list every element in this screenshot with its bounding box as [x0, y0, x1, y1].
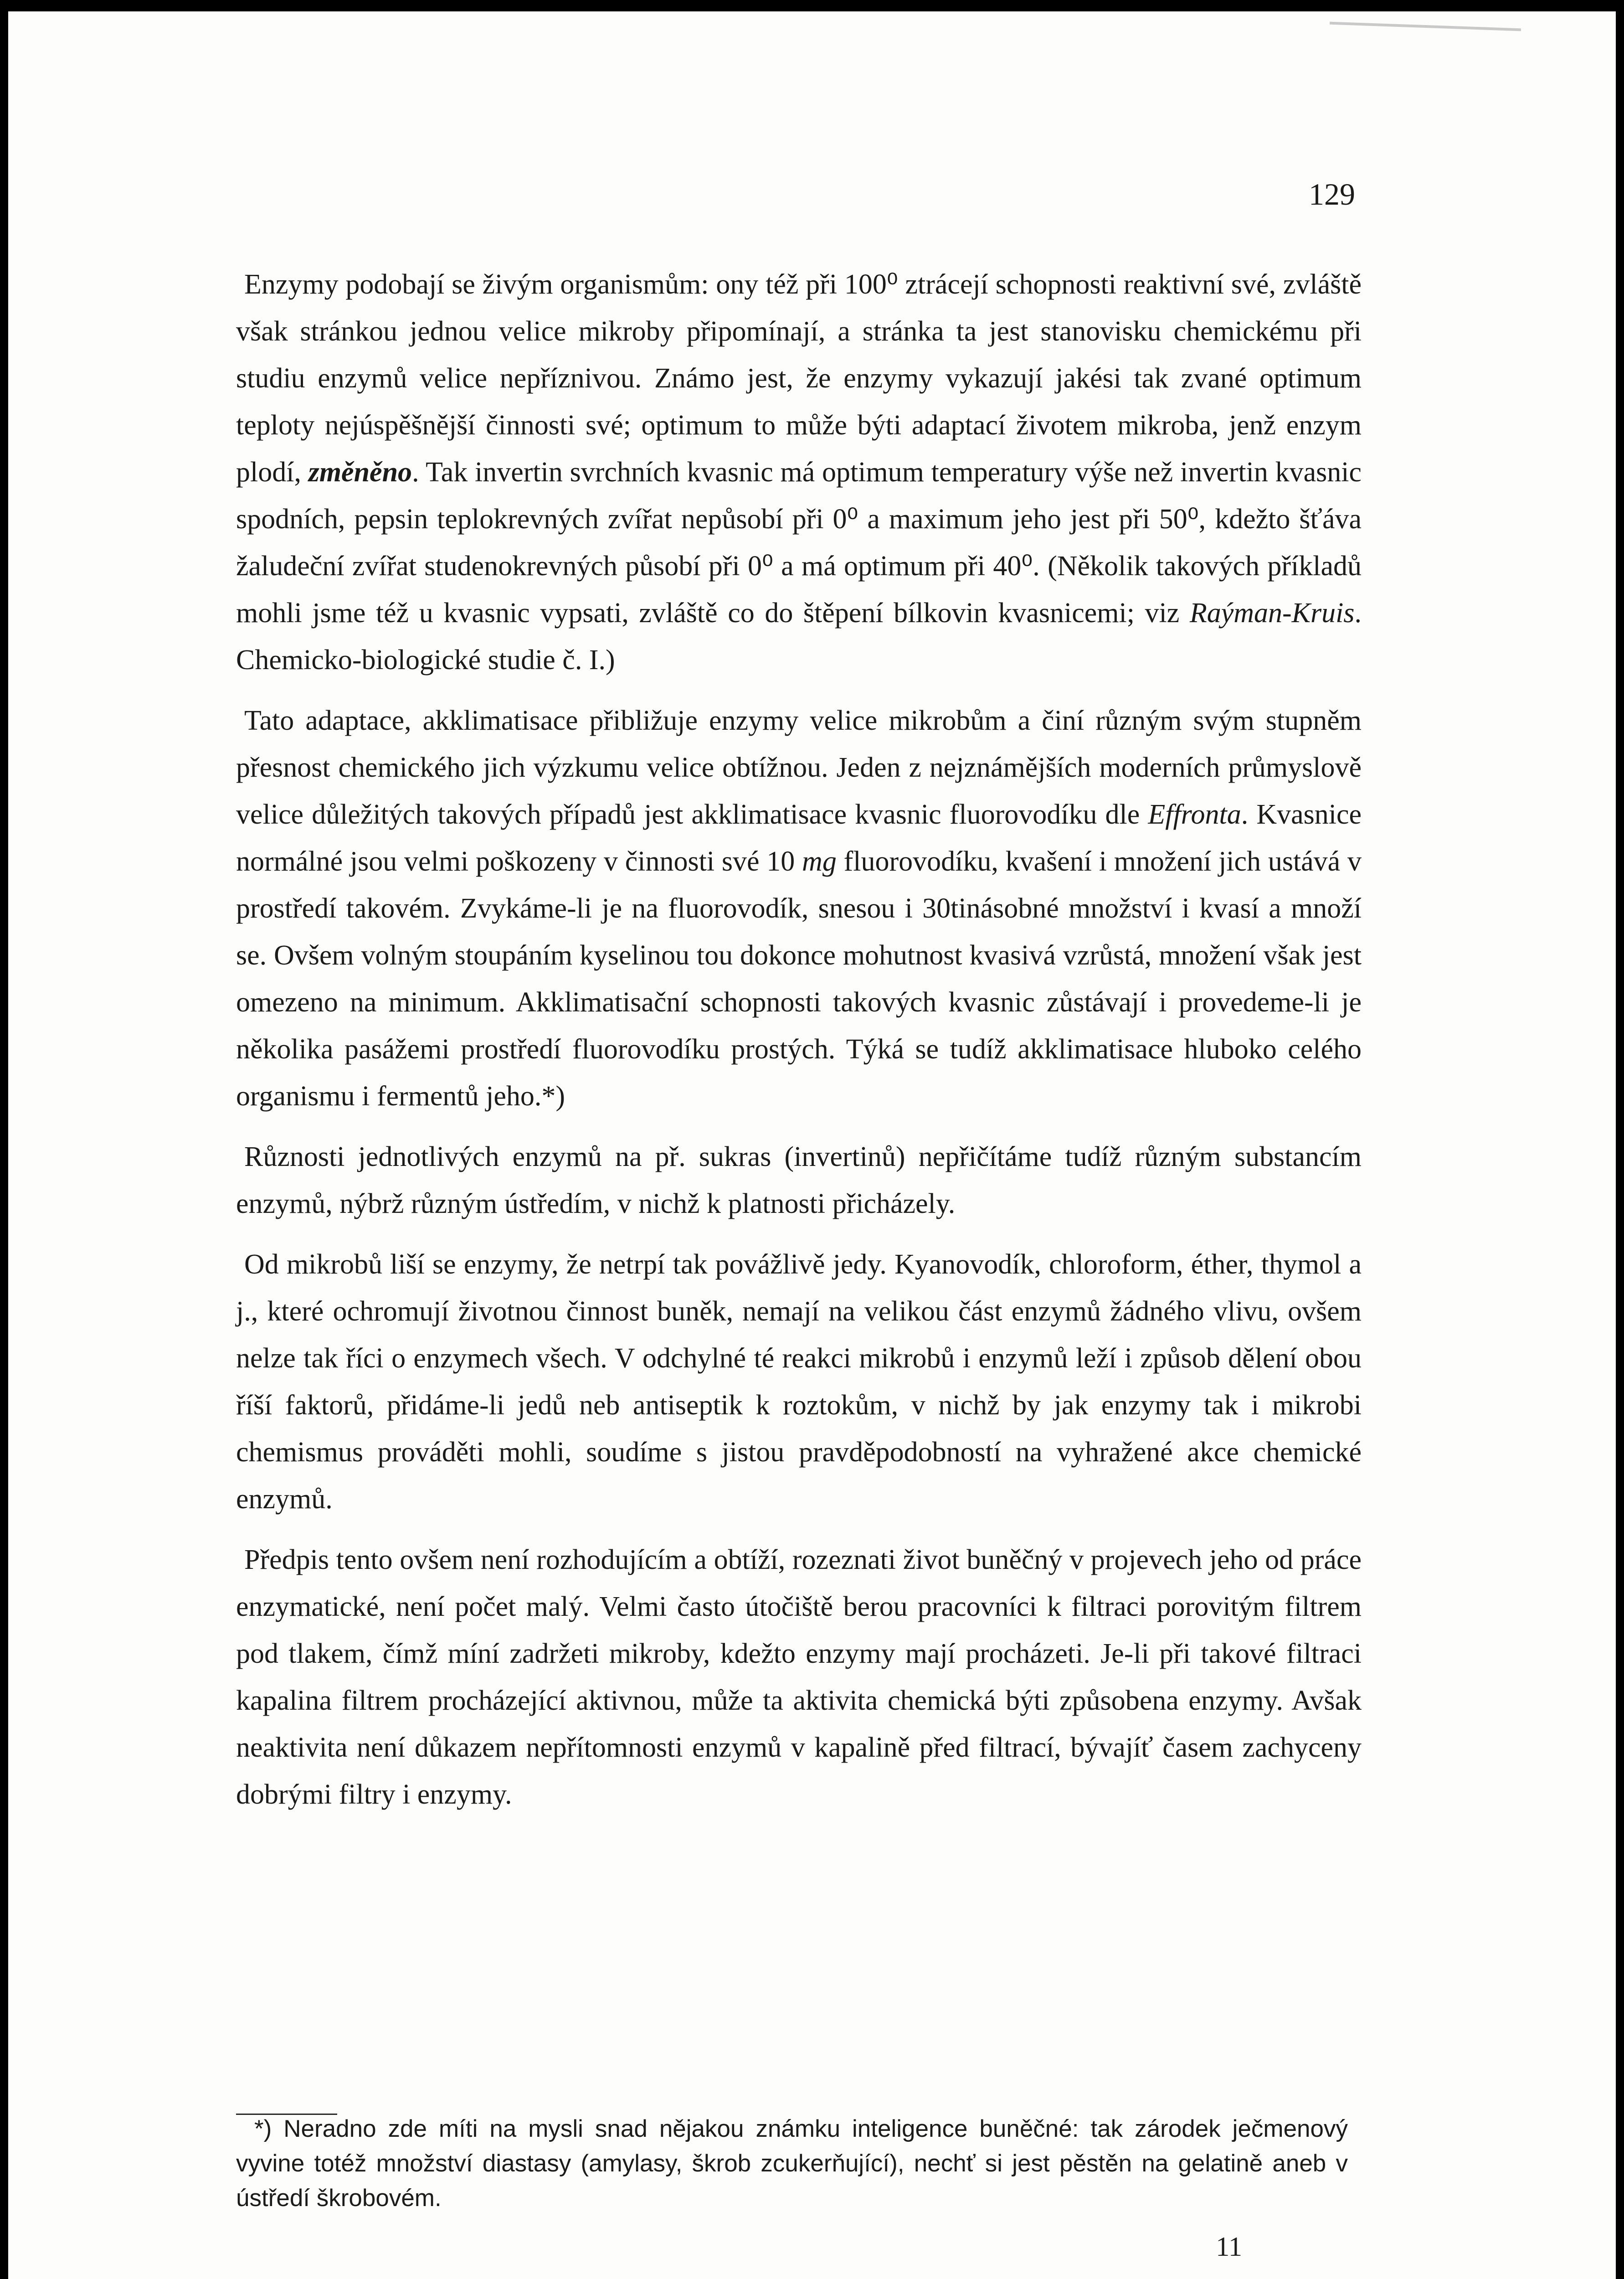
text-segment: . Chemicko-biologické studie č. I.)	[236, 598, 1362, 675]
text-segment: Enzymy podobají se živým organismům: ony též při 100⁰ ztrácejí schopnosti reaktivní své, zvláště však stránkou jednou velice mikroby připomínají, a stránka ta jest stanovisku chemickému při studiu enzymů velice nepříznivou. Známo jest, že enzymy vykazují jakési tak zvané optimum teploty nejúspěšnější činnosti své; optimum to může býti adaptací životem mikroba, jenž enzym plodí,	[236, 269, 1362, 488]
scan-edge-mark	[1330, 22, 1521, 31]
text-segment: fluorovodíku, kvašení i množení jich ustává v prostředí takovém. Zvykáme-li je na fluorovodík, snesou i 30tinásobné množství i kvasí a množí se. Ovšem volným stoupáním kyselinou tou dokonce mohutnost kvasivá vzrůstá, množení však jest omezeno na minimum. Akklimatisační schopnosti takových kvasnic zůstávají i provedeme-li je několika pasážemi prostředí fluorovodíku prostých. Týká se tudíž akklimatisace hluboko celého organismu i fermentů jeho.*)	[236, 846, 1362, 1112]
text-segment: Od mikrobů liší se enzymy, že netrpí tak povážlivě jedy. Kyanovodík, chloroform, éther, thymol a j., které ochromují životnou činnost buněk, nemají na velikou část enzymů žádného vlivu, ovšem nelze tak říci o enzymech všech. V odchylné té reakci mikrobů i enzymů leží i způsob dělení obou říší faktorů, přidáme-li jedů neb antiseptik k roztokům, v nichž by jak enzymy tak i mikrobi chemismus prováděti mohli, soudíme s jistou pravděpodobností na vyhražené akce chemické enzymů.	[236, 1249, 1362, 1515]
paragraph	[236, 697, 1362, 1120]
text-segment: změněno	[308, 457, 412, 488]
main-text	[236, 261, 1362, 1818]
text-segment: mg	[802, 846, 837, 877]
text-segment: . Kvasnice normálné jsou velmi poškozeny v činnosti své 10	[236, 799, 1362, 877]
paragraph	[236, 1134, 1362, 1227]
text-segment: Předpis tento ovšem není rozhodujícím a obtíží, rozeznati život buněčný v projevech jeho od práce enzymatické, není počet malý. Velmi často útočiště berou pracovníci k filtraci porovitým filtrem pod tlakem, čímž míní zadržeti mikroby, kdežto enzymy mají procházeti. Je-li při takové filtraci kapalina filtrem procházející aktivnou, může ta aktivita chemická býti způsobena enzymy. Avšak neaktivita není důkazem nepřítomnosti enzymů v kapalině před filtrací, bývajíť časem zachyceny dobrými filtry i enzymy.	[236, 1544, 1362, 1810]
text-segment: Effronta	[1148, 799, 1241, 830]
paragraph	[236, 1241, 1362, 1523]
text-segment: . Tak invertin svrchních kvasnic má optimum temperatury výše než invertin kvasnic spodních, pepsin teplokrevných zvířat nepůsobí při 0⁰ a maximum jeho jest při 50⁰, kdežto šťáva žaludeční zvířat studenokrevných působí při 0⁰ a má optimum při 40⁰. (Několik takových příkladů mohli jsme též u kvasnic vypsati, zvláště co do štěpení bílkovin kvasnicemi; viz	[236, 457, 1362, 629]
text-segment: Tato adaptace, akklimatisace přibližuje enzymy velice mikrobům a činí různým svým stupněm přesnost chemického jich výzkumu velice obtížnou. Jeden z nejznámějších moderních průmyslově velice důležitých takových případů jest akklimatisace kvasnic fluorovodíku dle	[236, 705, 1362, 830]
page-number: 129	[1309, 177, 1355, 211]
text-segment: Raýman-Kruis	[1189, 598, 1355, 629]
footnote	[236, 2112, 1348, 2216]
printer-signature: 11	[1216, 2232, 1242, 2262]
footnote-text: *) Neradno zde míti na mysli snad nějakou známku inteligence buněčné: tak zárodek ječmenový vyvine totéž množství diastasy (amylasy, škrob zcukerňující), nechť si jest pěstěn na gelatině aneb v ústředí škrobovém.	[236, 2115, 1348, 2212]
paragraph	[236, 1537, 1362, 1818]
book-page	[8, 11, 1616, 2279]
text-segment: Různosti jednotlivých enzymů na př. sukras (invertinů) nepřičítáme tudíž různým substancím enzymů, nýbrž různým ústředím, v nichž k platnosti přicházely.	[236, 1141, 1362, 1219]
paragraph	[236, 261, 1362, 684]
